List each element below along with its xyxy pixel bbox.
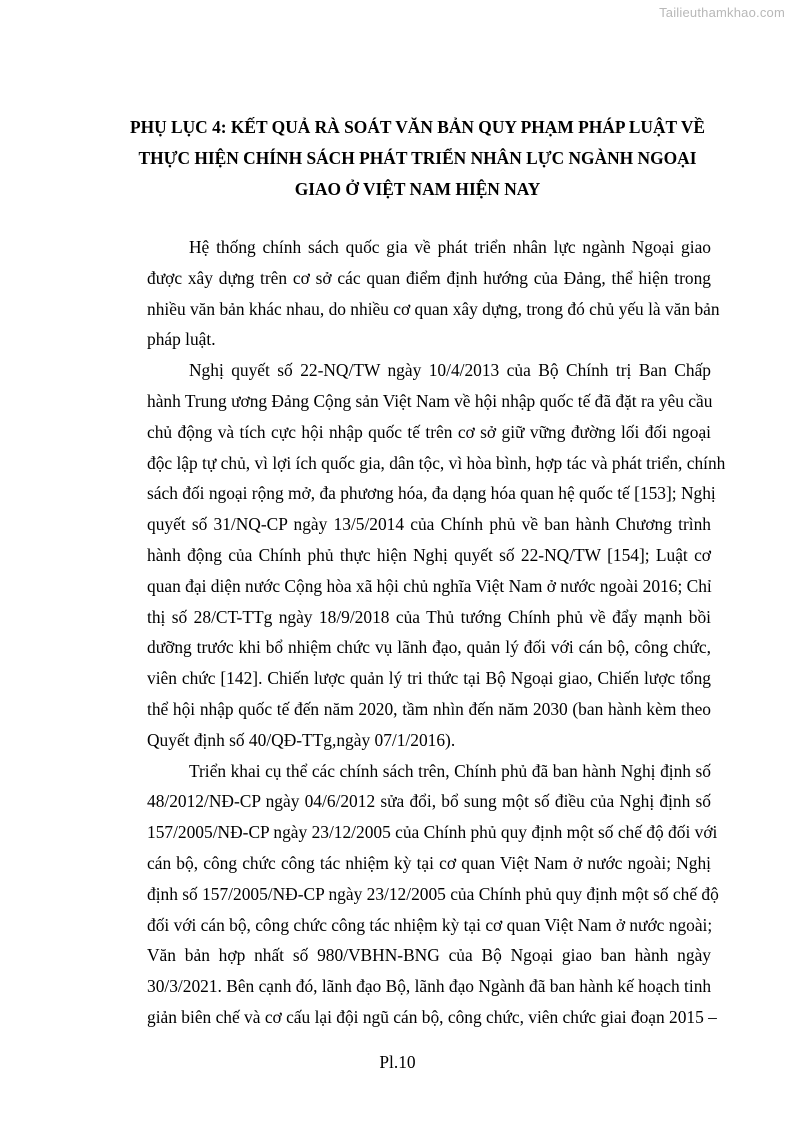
paragraph-1 xyxy=(147,232,720,355)
text-line: định số 157/2005/NĐ-CP ngày 23/12/2005 của Chính phủ quy định một số chế độ xyxy=(147,883,719,904)
title-line: THỰC HIỆN CHÍNH SÁCH PHÁT TRIỂN NHÂN LỰC NGÀNH NGOẠI xyxy=(138,148,697,168)
paragraph-3 xyxy=(147,756,719,1033)
paragraph-2 xyxy=(147,355,726,755)
text-line: sách đối ngoại rộng mở, đa phương hóa, đa dạng hóa quan hệ quốc tế [153]; Nghị xyxy=(147,483,716,504)
title-line: PHỤ LỤC 4: KẾT QUẢ RÀ SOÁT VĂN BẢN QUY PHẠM PHÁP LUẬT VỀ xyxy=(129,117,706,137)
text-line: hành Trung ương Đảng Cộng sản Việt Nam về hội nhập quốc tế đã đặt ra yêu cầu xyxy=(147,390,713,411)
title-line: GIAO Ở VIỆT NAM HIỆN NAY xyxy=(294,179,541,199)
document-body xyxy=(147,232,726,1033)
text-line: đối với cán bộ, công chức công tác nhiệm kỳ tại cơ quan Việt Nam ở nước ngoài; xyxy=(147,914,713,935)
watermark: Tailieuthamkhao.com xyxy=(659,5,785,20)
text-line: nhiều văn bản khác nhau, do nhiều cơ quan xây dựng, trong đó chủ yếu là văn bản xyxy=(147,298,720,319)
text-line: Văn bản hợp nhất số 980/VBHN-BNG của Bộ Ngoại giao ban hành ngày xyxy=(147,945,711,966)
text-line: 30/3/2021. Bên cạnh đó, lãnh đạo Bộ, lãnh đạo Ngành đã ban hành kế hoạch tinh xyxy=(147,976,712,997)
appendix-title xyxy=(120,112,715,205)
text-line: Quyết định số 40/QĐ-TTg,ngày 07/1/2016). xyxy=(147,729,456,750)
text-line: viên chức [142]. Chiến lược quản lý tri thức tại Bộ Ngoại giao, Chiến lược tổng xyxy=(147,668,711,689)
text-line: giản biên chế và cơ cấu lại đội ngũ cán bộ, công chức, viên chức giai đoạn 2015 – xyxy=(147,1006,717,1027)
text-line: chủ động và tích cực hội nhập quốc tế trên cơ sở giữ vững đường lối đối ngoại xyxy=(147,421,711,442)
text-line: độc lập tự chủ, vì lợi ích quốc gia, dân tộc, vì hòa bình, hợp tác và phát triển, chính xyxy=(147,452,726,473)
text-line: quan đại diện nước Cộng hòa xã hội chủ nghĩa Việt Nam ở nước ngoài 2016; Chỉ xyxy=(147,575,712,596)
text-line: 157/2005/NĐ-CP ngày 23/12/2005 của Chính phủ quy định một số chế độ đối với xyxy=(147,822,718,843)
text-line: dưỡng trước khi bổ nhiệm chức vụ lãnh đạo, quản lý đối với cán bộ, công chức, xyxy=(147,637,711,658)
text-line: Triển khai cụ thể các chính sách trên, Chính phủ đã ban hành Nghị định số xyxy=(189,760,711,781)
text-line: được xây dựng trên cơ sở các quan điểm định hướng của Đảng, thể hiện trong xyxy=(147,267,711,288)
text-line: cán bộ, công chức công tác nhiệm kỳ tại cơ quan Việt Nam ở nước ngoài; Nghị xyxy=(147,852,711,873)
text-line: thể hội nhập quốc tế đến năm 2020, tầm nhìn đến năm 2030 (ban hành kèm theo xyxy=(147,698,711,719)
text-line: quyết số 31/NQ-CP ngày 13/5/2014 của Chính phủ về ban hành Chương trình xyxy=(147,514,711,535)
text-line: Nghị quyết số 22-NQ/TW ngày 10/4/2013 của Bộ Chính trị Ban Chấp xyxy=(189,360,711,381)
text-line: thị số 28/CT-TTg ngày 18/9/2018 của Thủ tướng Chính phủ về đẩy mạnh bồi xyxy=(147,606,711,627)
text-line: hành động của Chính phủ thực hiện Nghị quyết số 22-NQ/TW [154]; Luật cơ xyxy=(147,544,711,565)
text-line: 48/2012/NĐ-CP ngày 04/6/2012 sửa đổi, bổ sung một số điều của Nghị định số xyxy=(147,791,711,812)
text-line: pháp luật. xyxy=(147,329,216,350)
page-number: Pl.10 xyxy=(379,1052,416,1072)
text-line: Hệ thống chính sách quốc gia về phát triển nhân lực ngành Ngoại giao xyxy=(189,237,711,257)
